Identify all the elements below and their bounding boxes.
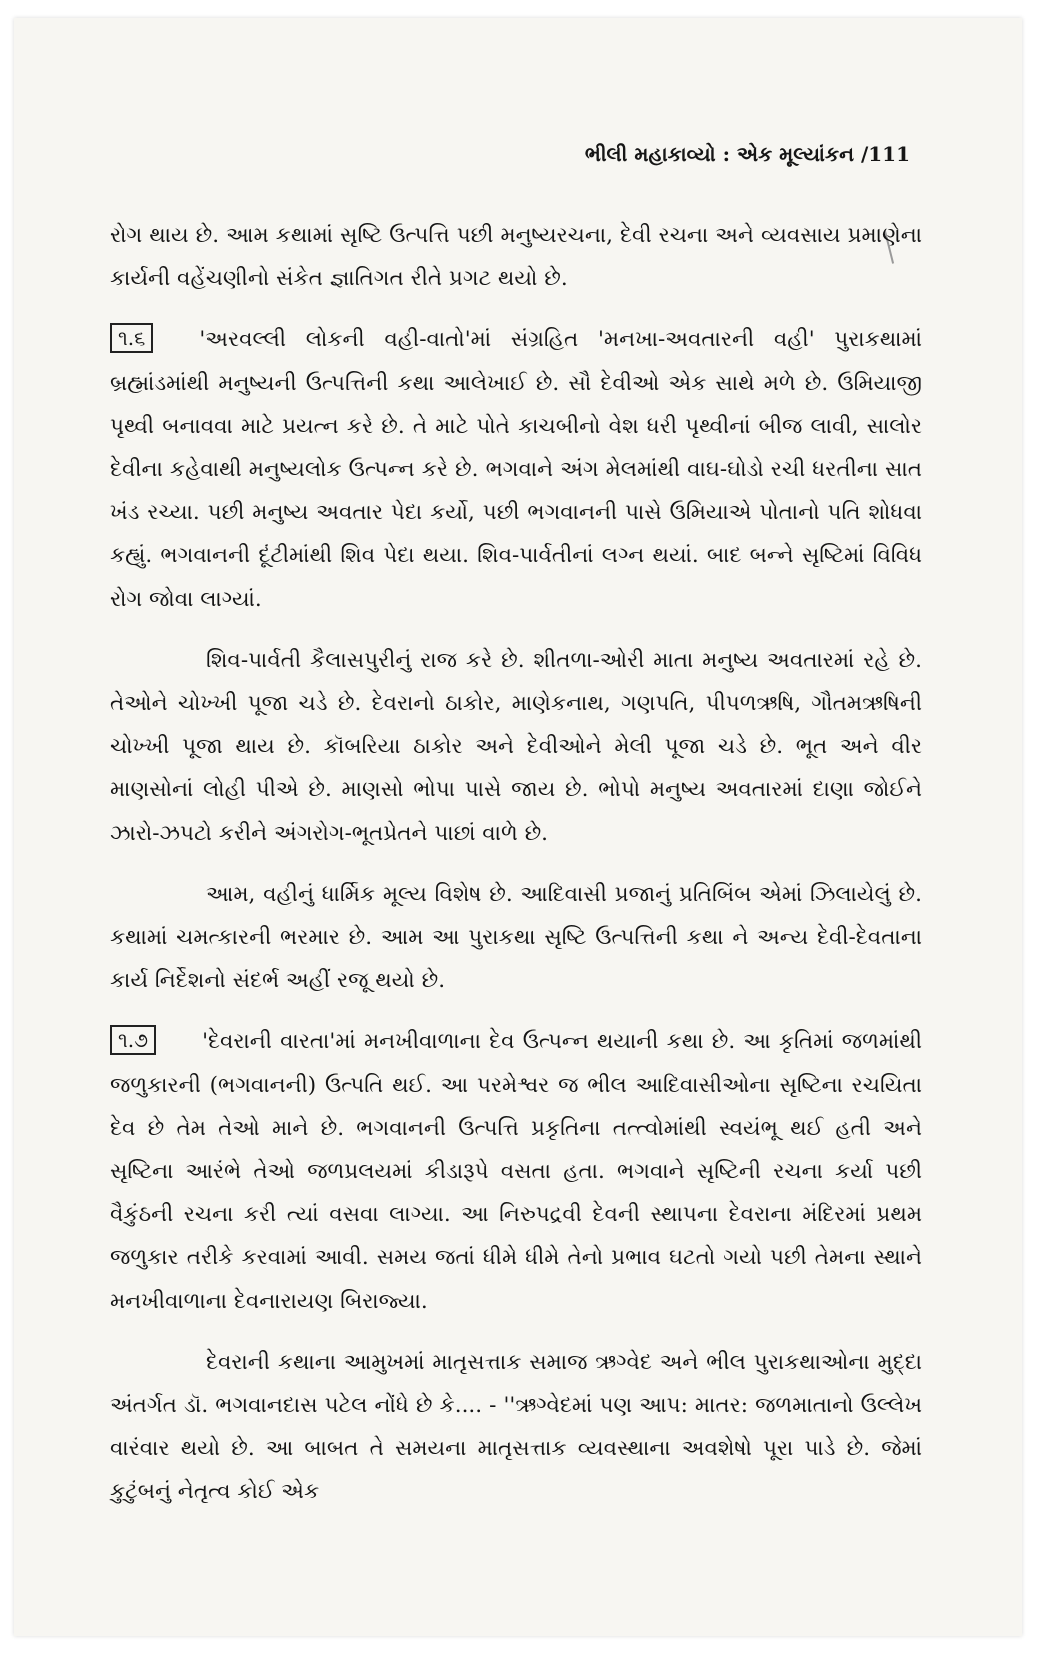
section-number-badge: ૧.૬ [110, 323, 153, 353]
paragraph-text: 'અરવલ્લી લોકની વહી-વાતો'માં સંગ્રહિત 'મનખા-અવતારની વહી' પુરાકથામાં બ્રહ્માંડમાંથી મનુષ્યની ઉત્પત્તિની કથા આલેખાઈ છે. સૌ દેવીઓ એક સાથે મળે છે. ઉમિયાજી પૃથ્વી બનાવવા માટે પ્રયત્ન કરે છે. તે માટે પોતે કાચબીનો વેશ ધરી પૃથ્વીનાં બીજ લાવી, સાલોર દેવીના કહેવાથી મનુષ્યલોક ઉત્પન્ન કરે છે. ભગવાને અંગ મેલમાંથી વાઘ-ઘોડો રચી ધરતીના સાત ખંડ રચ્યા. પછી મનુષ્ય અવતાર પેદા કર્યો, પછી ભગવાનની પાસે ઉમિયાએ પોતાનો પતિ શોધવા કહ્યું. ભગવાનની દૂંટીમાંથી શિવ પેદા થયા. શિવ-પાર્વતીનાં લગ્ન થયાં. બાદ બન્ને સૃષ્ટિમાં વિવિધ રોગ જોવા લાગ્યાં. [110, 327, 922, 612]
paragraph-section-1-6 [110, 318, 922, 620]
book-page [14, 18, 1022, 1636]
paragraph-shiv-parvati: શિવ-પાર્વતી કૈલાસપુરીનું રાજ કરે છે. શીતળા-ઓરી માતા મનુષ્ય અવતારમાં રહે છે. તેઓને ચોખ્ખી પૂજા ચડે છે. દેવરાનો ઠાકોર, માણેકનાથ, ગણપતિ, પીપળઋષિ, ગૌતમઋષિની ચોખ્ખી પૂજા થાય છે. કૉબરિયા ઠાકોર અને દેવીઓને મેલી પૂજા ચડે છે. ભૂત અને વીર માણસોનાં લોહી પીએ છે. માણસો ભોપા પાસે જાય છે. ભોપો મનુષ્ય અવતારમાં દાણા જોઈને ઝારો-ઝપટો કરીને અંગરોગ-ભૂતપ્રેતને પાછાં વાળે છે. [110, 647, 922, 846]
paragraph-devra-preface: દેવરાની કથાના આમુખમાં માતૃસત્તાક સમાજ ઋગ્વેદ અને ભીલ પુરાકથાઓના મુદ્દા અંતર્ગત ડૉ. ભગવાનદાસ પટેલ નોંધે છે કે.... - ''ઋગ્વેદમાં પણ આપ: માતર: જળમાતાનો ઉલ્લેખ વારંવાર થયો છે. આ બાબત તે સમયના માતૃસત્તાક વ્યવસ્થાના અવશેષો પૂરા પાડે છે. જેમાં કુટુંબનું નેતૃત્વ કોઈ એક [110, 1349, 922, 1505]
paragraph-religious-value: આમ, વહીનું ધાર્મિક મૂલ્ય વિશેષ છે. આદિવાસી પ્રજાનું પ્રતિબિંબ એમાં ઝિલાયેલું છે. કથામાં ચમત્કારની ભરમાર છે. આમ આ પુરાકથા સૃષ્ટિ ઉત્પત્તિની કથા ને અન્ય દેવી-દેવતાના કાર્ય નિર્દેશનો સંદર્ભ અહીં રજૂ થયો છે. [110, 881, 922, 994]
paragraph-text: 'દેવરાની વારતા'માં મનખીવાળાના દેવ ઉત્પન્ન થયાની કથા છે. આ કૃતિમાં જળમાંથી જળુકારની (ભગવાનની) ઉત્પતિ થઈ. આ પરમેશ્વર જ ભીલ આદિવાસીઓના સૃષ્ટિના રચયિતા દેવ છે તેમ તેઓ માને છે. ભગવાનની ઉત્પત્તિ પ્રકૃતિના તત્ત્વોમાંથી સ્વયંભૂ થઈ હતી અને સૃષ્ટિના આરંભે તેઓ જળપ્રલયમાં કીડારૂપે વસતા હતા. ભગવાને સૃષ્ટિની રચના કર્યા પછી વૈકુંઠની રચના કરી ત્યાં વસવા લાગ્યા. આ નિરુપદ્રવી દેવની સ્થાપના દેવરાના મંદિરમાં પ્રથમ જળુકાર તરીકે કરવામાં આવી. સમય જતાં ધીમે ધીમે તેનો પ્રભાવ ઘટતો ગયો પછી તેમના સ્થાને મનખીવાળાના દેવનારાયણ બિરાજ્યા. [110, 1029, 922, 1314]
paragraph-intro: રોગ થાય છે. આમ કથામાં સૃષ્ટિ ઉત્પત્તિ પછી મનુષ્યરચના, દેવી રચના અને વ્યવસાય પ્રમાણેના કાર્યની વહેંચણીનો સંકેત જ્ઞાતિગત રીતે પ્રગટ થયો છે. [110, 223, 922, 292]
body-text [110, 214, 922, 1514]
section-number-badge: ૧.૭ [110, 1025, 156, 1055]
paragraph-section-1-7 [110, 1020, 922, 1322]
running-header: ભીલી મહાકાવ્યો : એક મૂલ્યાંકન /111 [584, 142, 910, 166]
